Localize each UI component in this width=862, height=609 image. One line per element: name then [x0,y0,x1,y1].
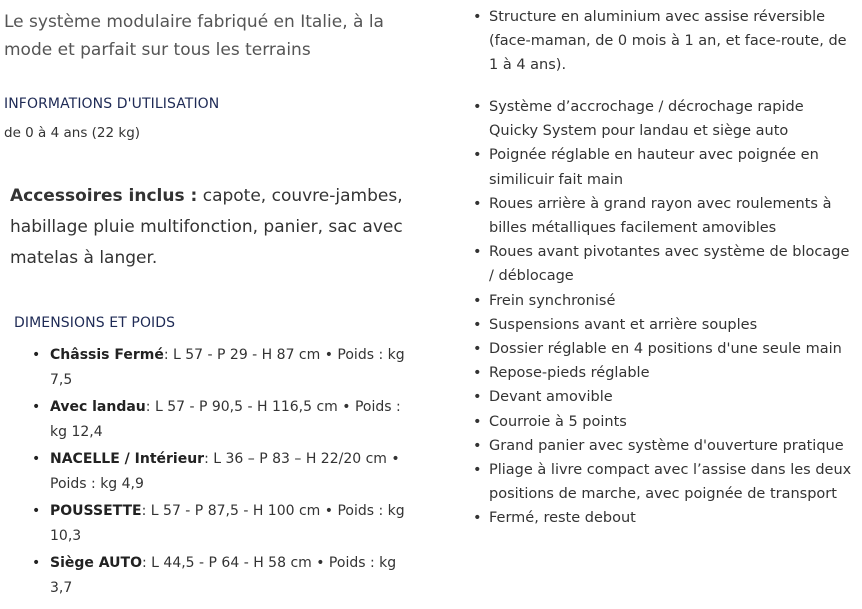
dimension-values: : L 44,5 - P 64 - H 58 cm • Poids : kg 3,7 [50,555,397,596]
dimension-item-siege-auto [30,551,410,600]
dimension-item-poussette [30,499,410,548]
dimension-label: Siège AUTO [50,555,142,571]
feature-item: • Fermé, reste debout [471,506,856,530]
feature-item: • Dossier réglable en 4 positions d'une seule main [471,337,856,361]
feature-item: • Roues avant pivotantes avec système de blocage / déblocage [471,240,856,288]
feature-item: • Courroie à 5 points [471,410,856,434]
feature-item: • Grand panier avec système d'ouverture pratique [471,434,856,458]
feature-item: • Poignée réglable en hauteur avec poignée en similicuir fait main [471,143,856,191]
accessories-label: Accessoires inclus : [10,186,198,206]
feature-item: • Système d’accrochage / décrochage rapide Quicky System pour landau et siège auto [471,95,856,143]
dimension-values: : L 36 – P 83 – H 22/20 cm • Poids : kg 4,9 [50,451,400,492]
dimension-label: POUSSETTE [50,503,142,519]
dimension-item-chassis [30,343,410,392]
dimension-values: : L 57 - P 29 - H 87 cm • Poids : kg 7,5 [50,347,405,388]
accessories-paragraph [10,181,420,274]
dimensions-section-title: DIMENSIONS ET POIDS [14,315,176,331]
feature-item: • Frein synchronisé [471,289,856,313]
dimensions-list [30,343,410,603]
usage-section-title: INFORMATIONS D'UTILISATION [4,96,220,112]
feature-item: • Structure en aluminium avec assise réversible (face-maman, de 0 mois à 1 an, et face-route, de 1 à 4 ans). [471,5,856,78]
features-list-structure [471,5,856,78]
feature-item: • Suspensions avant et arrière souples [471,313,856,337]
dimension-label: NACELLE / Intérieur [50,451,205,467]
usage-age-range: de 0 à 4 ans (22 kg) [4,125,141,141]
dimension-item-nacelle [30,447,410,496]
dimension-values: : L 57 - P 90,5 - H 116,5 cm • Poids : kg 12,4 [50,399,401,440]
dimension-values: : L 57 - P 87,5 - H 100 cm • Poids : kg 10,3 [50,503,405,544]
feature-item: • Roues arrière à grand rayon avec roulements à billes métalliques facilement amovibles [471,192,856,240]
dimension-label: Châssis Fermé [50,347,164,363]
feature-item: • Devant amovible [471,385,856,409]
dimension-label: Avec landau [50,399,146,415]
feature-item: • Pliage à livre compact avec l’assise dans les deux positions de marche, avec poignée de transport [471,458,856,506]
features-list [471,95,856,531]
dimension-item-landau [30,395,410,444]
accessories-text: capote, couvre-jambes, habillage pluie multifonction, panier, sac avec matelas à langer. [10,186,403,268]
product-intro: Le système modulaire fabriqué en Italie, à la mode et parfait sur tous les terrains [4,12,384,60]
feature-item: • Repose-pieds réglable [471,361,856,385]
